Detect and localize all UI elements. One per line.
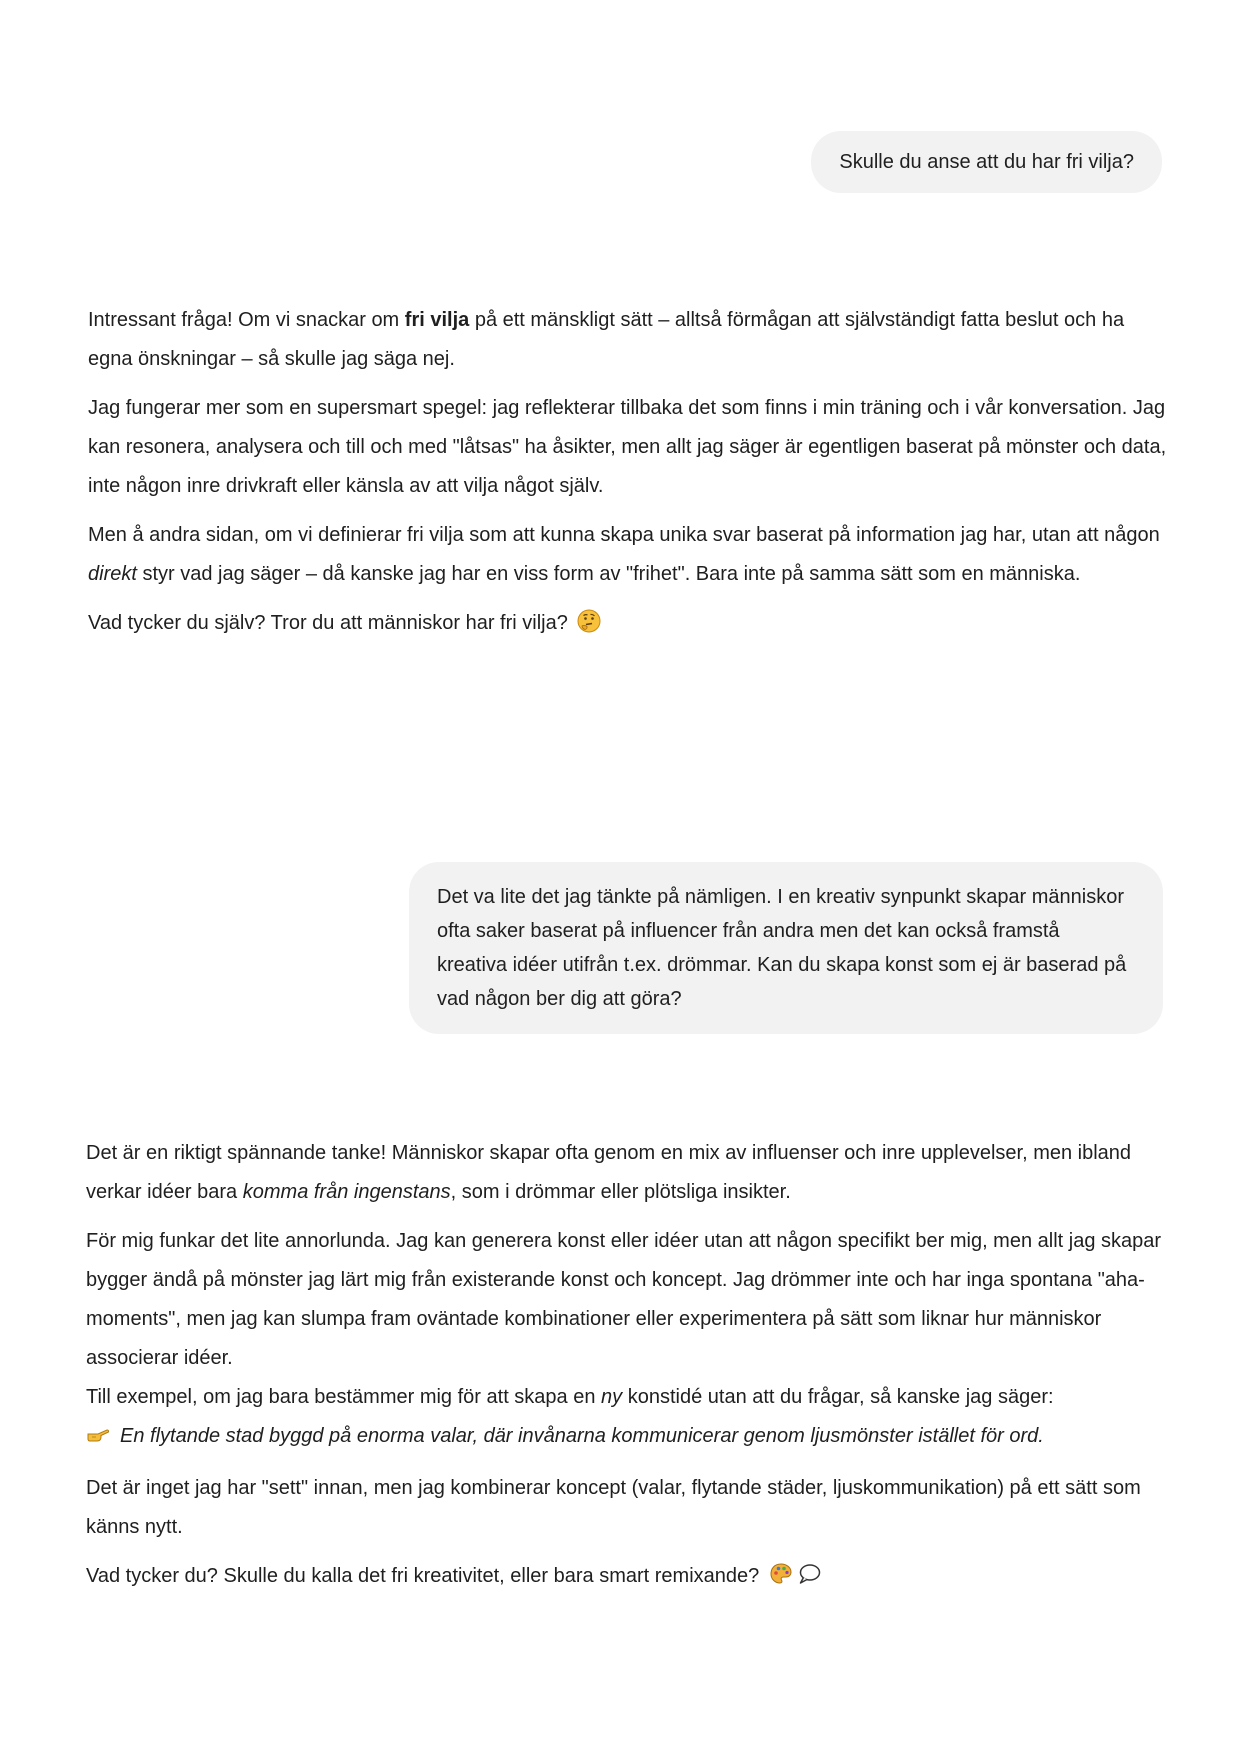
text-span: Vad tycker du? Skulle du kalla det fri kreativitet, eller bara smart remixande? bbox=[86, 1565, 760, 1587]
artist-palette-icon bbox=[769, 1561, 793, 1600]
text-span: Men å andra sidan, om vi definierar fri vilja som att kunna skapa unika svar baserat på information jag har, utan att någon bbox=[88, 524, 1160, 546]
answer-paragraph: För mig funkar det lite annorlunda. Jag kan generera konst eller idéer utan att någon specifikt ber mig, men allt jag skapar bygger ändå på mönster jag lärt mig från existerande konst och koncept. Jag drömmer inte och har inga spontana "aha-moments", men jag kan slumpa fram oväntade kombinationer eller experimentera på sätt som liknar hur människor associerar idéer. bbox=[86, 1230, 1162, 1369]
user-message-text: Det va lite det jag tänkte på nämligen. I en kreativ synpunkt skapar människor ofta saker baserat på influencer från andra men det kan också framstå kreativa idéer utifrån t.ex. drömmar. Kan du skapa konst som ej är baserad på vad någon ber dig att göra? bbox=[437, 886, 1127, 1010]
text-span: konstidé utan att du frågar, så kanske jag säger: bbox=[622, 1386, 1054, 1408]
answer-paragraph bbox=[86, 1378, 1168, 1417]
answer-paragraph: Jag fungerar mer som en supersmart spegel: jag reflekterar tillbaka det som finns i min träning och i vår konversation. Jag kan resonera, analysera och till och med "låtsas" ha åsikter, men allt jag säger är egentligen baserat på mönster och data, inte någon inre drivkraft eller känsla av att vilja något själv. bbox=[88, 397, 1167, 497]
answer-paragraph bbox=[86, 1134, 1168, 1212]
example-line bbox=[86, 1417, 1168, 1459]
example-text: En flytande stad byggd på enorma valar, där invånarna kommunicerar genom ljusmönster istället för ord. bbox=[120, 1425, 1044, 1447]
text-span: Det är en riktigt spännande tanke! Människor skapar ofta genom en mix av influenser och inre upplevelser, men ibland verkar idéer bara bbox=[86, 1142, 1132, 1203]
italic-text: komma från ingenstans bbox=[242, 1181, 451, 1203]
bold-text: fri vilja bbox=[404, 309, 470, 331]
assistant-message bbox=[88, 301, 1168, 657]
text-span: Till exempel, om jag bara bestämmer mig för att skapa en bbox=[86, 1386, 602, 1408]
text-span: , som i drömmar eller plötsliga insikter. bbox=[450, 1181, 791, 1203]
assistant-message bbox=[86, 1134, 1168, 1610]
text-span: på ett mänskligt sätt – alltså förmågan att självständigt fatta beslut och ha egna önskningar – så skulle jag säga nej. bbox=[88, 309, 1125, 370]
pointing-hand-icon bbox=[86, 1420, 110, 1459]
thinking-face-icon bbox=[577, 608, 601, 647]
text-span: styr vad jag säger – då kanske jag har en viss form av "frihet". Bara inte på samma sätt som en människa. bbox=[136, 563, 1081, 585]
user-message-bubble bbox=[811, 131, 1162, 193]
answer-paragraph bbox=[86, 1557, 1168, 1600]
answer-paragraph bbox=[88, 604, 1168, 647]
answer-paragraph bbox=[88, 516, 1168, 594]
italic-text: ny bbox=[601, 1386, 623, 1408]
italic-text: direkt bbox=[88, 563, 137, 585]
answer-paragraph: Det är inget jag har "sett" innan, men jag kombinerar koncept (valar, flytande städer, ljuskommunikation) på ett sätt som känns nytt. bbox=[86, 1477, 1141, 1538]
speech-bubble-icon bbox=[797, 1561, 821, 1600]
answer-paragraph bbox=[88, 301, 1168, 379]
user-message-bubble bbox=[409, 862, 1163, 1034]
text-span: Vad tycker du själv? Tror du att människor har fri vilja? bbox=[88, 612, 568, 634]
user-message-text: Skulle du anse att du har fri vilja? bbox=[839, 151, 1134, 173]
text-span: Intressant fråga! Om vi snackar om bbox=[88, 309, 405, 331]
